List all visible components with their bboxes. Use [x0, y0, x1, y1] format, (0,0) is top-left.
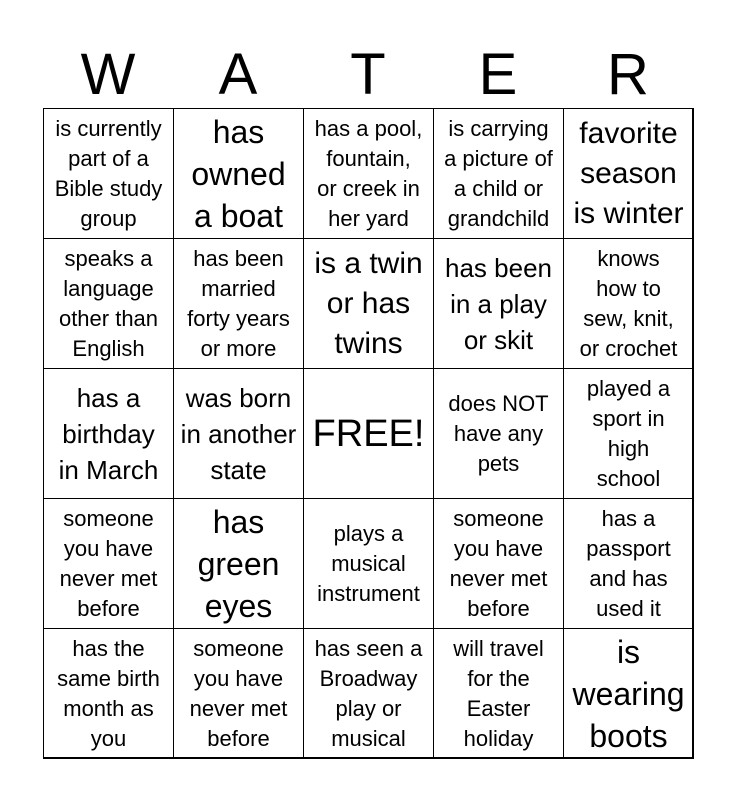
- bingo-cell[interactable]: [303, 498, 434, 629]
- cell-text: played a sport in high school: [586, 375, 671, 491]
- bingo-cell[interactable]: [43, 108, 174, 239]
- free-cell-text: FREE!: [312, 412, 425, 455]
- header-letter-w: W: [80, 42, 136, 107]
- bingo-cell[interactable]: [563, 628, 694, 759]
- cell-text: has seen a Broadway play or musical: [314, 635, 423, 751]
- cell-text: speaks a language other than English: [58, 245, 159, 361]
- cell-text: is a twin or has twins: [314, 246, 423, 360]
- cell-text: will travel for the Easter holiday: [453, 635, 544, 751]
- cell-text: has the same birth month as you: [57, 635, 160, 751]
- bingo-header: [43, 42, 693, 108]
- cell-text: does NOT have any pets: [448, 390, 549, 476]
- bingo-cell[interactable]: [173, 238, 304, 369]
- cell-text: has been married forty years or more: [187, 245, 290, 361]
- bingo-cell[interactable]: [563, 238, 694, 369]
- bingo-cell[interactable]: [433, 238, 564, 369]
- bingo-cell[interactable]: [173, 628, 304, 759]
- bingo-cell[interactable]: [43, 368, 174, 499]
- bingo-cell[interactable]: [173, 368, 304, 499]
- bingo-cell[interactable]: [563, 108, 694, 239]
- bingo-cell[interactable]: [563, 368, 694, 499]
- cell-text: was born in another state: [180, 382, 297, 485]
- cell-text: is carrying a picture of a child or grandchild: [444, 115, 553, 231]
- bingo-cell[interactable]: [563, 498, 694, 629]
- cell-text: has been in a play or skit: [445, 252, 552, 355]
- bingo-board: [43, 108, 693, 758]
- cell-text: plays a musical instrument: [317, 520, 420, 606]
- cell-text: favorite season is winter: [573, 116, 684, 230]
- header-letter-r: R: [607, 42, 649, 107]
- header-letter-t: T: [350, 42, 386, 107]
- cell-text: has a birthday in March: [58, 382, 159, 485]
- bingo-cell[interactable]: [303, 238, 434, 369]
- cell-text: has a passport and has used it: [586, 505, 671, 621]
- cell-text: has a pool, fountain, or creek in her yard: [314, 115, 423, 231]
- bingo-cell[interactable]: [433, 368, 564, 499]
- free-cell[interactable]: [303, 368, 434, 499]
- cell-text: is currently part of a Bible study group: [54, 115, 163, 231]
- bingo-cell[interactable]: [173, 498, 304, 629]
- cell-text: has green eyes: [197, 503, 280, 624]
- cell-text: knows how to sew, knit, or crochet: [579, 245, 678, 361]
- header-letter-a: A: [218, 42, 258, 107]
- bingo-cell[interactable]: [433, 108, 564, 239]
- bingo-cell[interactable]: [303, 628, 434, 759]
- bingo-cell[interactable]: [433, 628, 564, 759]
- bingo-cell[interactable]: [43, 498, 174, 629]
- bingo-cell[interactable]: [173, 108, 304, 239]
- bingo-cell[interactable]: [303, 108, 434, 239]
- cell-text: someone you have never met before: [59, 505, 158, 621]
- cell-text: has owned a boat: [191, 113, 286, 234]
- bingo-cell[interactable]: [43, 238, 174, 369]
- bingo-cell[interactable]: [43, 628, 174, 759]
- header-letter-e: E: [478, 42, 518, 107]
- cell-text: is wearing boots: [572, 633, 685, 754]
- bingo-cell[interactable]: [433, 498, 564, 629]
- cell-text: someone you have never met before: [189, 635, 288, 751]
- cell-text: someone you have never met before: [449, 505, 548, 621]
